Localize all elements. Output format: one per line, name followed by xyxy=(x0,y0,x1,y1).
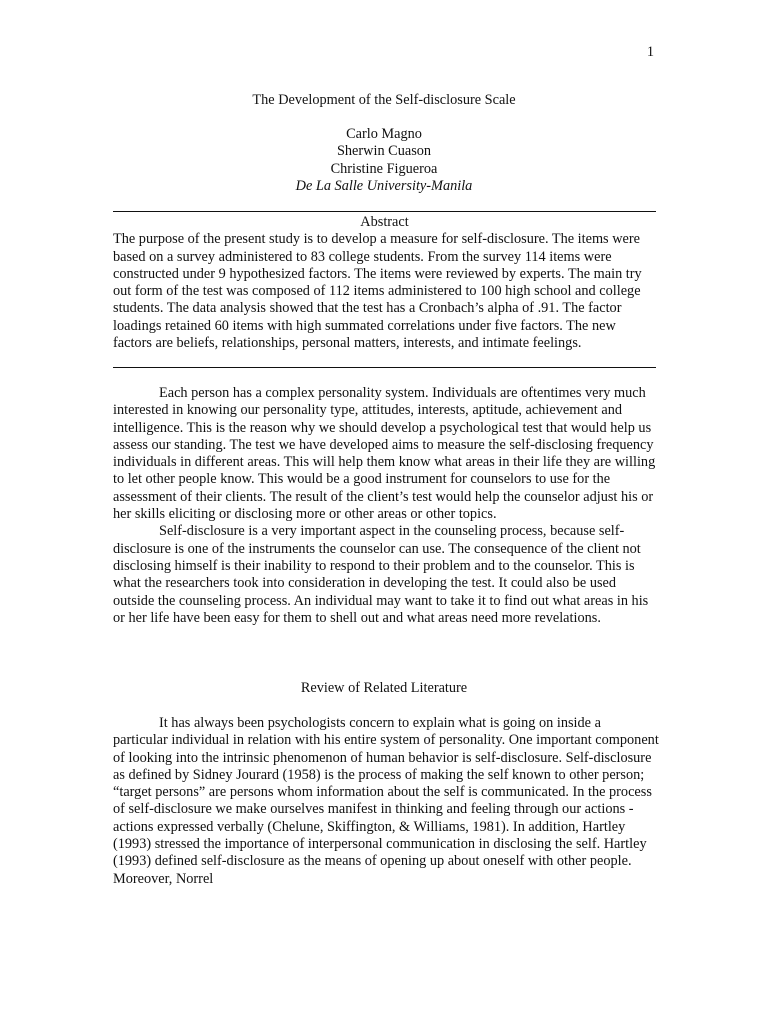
author-name: Christine Figueroa xyxy=(330,160,438,177)
author-name: Carlo Magno xyxy=(346,126,422,142)
page-number: 1 xyxy=(646,44,654,60)
abstract-text: The purpose of the present study is to develop a measure for self-disclosure. The items were based on a survey administered to 83 college students. From the survey 114 items were constructed under 9 hypothesized factors. The items were reviewed by experts. The main try out form of the test was composed of 112 items administered to 100 high school and college students. The data analysis showed that the test has a Cronbach’s alpha of .91. The factor loadings retained 60 items with high summated correlations under five factors. The new factors are beliefs, relationships, personal matters, interests, and intimate feelings. xyxy=(113,231,642,352)
abstract-section xyxy=(113,211,656,368)
author-name: Sherwin Cuason xyxy=(336,143,432,160)
body-paragraph: Self-disclosure is a very important aspect in the counseling process, because self-disclosure is one of the instruments the counselor can use. The consequence of the client not disclosing himself is their inability to respond to their problem and to the counselor. This is what the researchers took into consideration in developing the test. It could also be used outside the counseling process. An individual may want to take it to find out what areas in his or her life have been easy for them to shell out and what areas need more revelations. xyxy=(113,523,649,626)
review-section xyxy=(113,715,659,888)
abstract-heading: Abstract xyxy=(360,214,409,230)
section-heading-review: Review of Related Literature xyxy=(300,680,468,696)
introduction-section xyxy=(113,385,659,627)
paper-title: The Development of the Self-disclosure Scale xyxy=(252,92,516,108)
author-block xyxy=(113,126,655,195)
body-paragraph: Each person has a complex personality system. Individuals are oftentimes very much interested in knowing our personality type, attitudes, interests, aptitude, achievement and intelligence. This is the reason why we should develop a psychological test that would help us assess our standing. The test we have developed aims to measure the self-disclosing frequency individuals in different areas. This will help them know what areas in their life they are willing to let other people know. This would be a good instrument for counselors to use for the assessment of their clients. The result of the client’s test would help the counselor adjust his or her skills eliciting or disclosing more or other areas or other topics. xyxy=(113,385,656,523)
author-affiliation: De La Salle University-Manila xyxy=(295,177,473,194)
body-paragraph: It has always been psychologists concern to explain what is going on inside a particular individual in relation with his entire system of personality. One important component of looking into the intrinsic phenomenon of human behavior is self-disclosure. Self-disclosure as defined by Sidney Jourard (1958) is the process of making the self known to other person; “target persons” are persons whom information about the self is communicated. In the process of self-disclosure we make ourselves manifest in thinking and feeling through our actions - actions expressed verbally (Chelune, Skiffington, & Williams, 1981). In addition, Hartley (1993) stressed the importance of interpersonal communication in disclosing the self. Hartley (1993) defined self-disclosure as the means of opening up about oneself with other people. Moreover, Norrel xyxy=(113,715,659,887)
